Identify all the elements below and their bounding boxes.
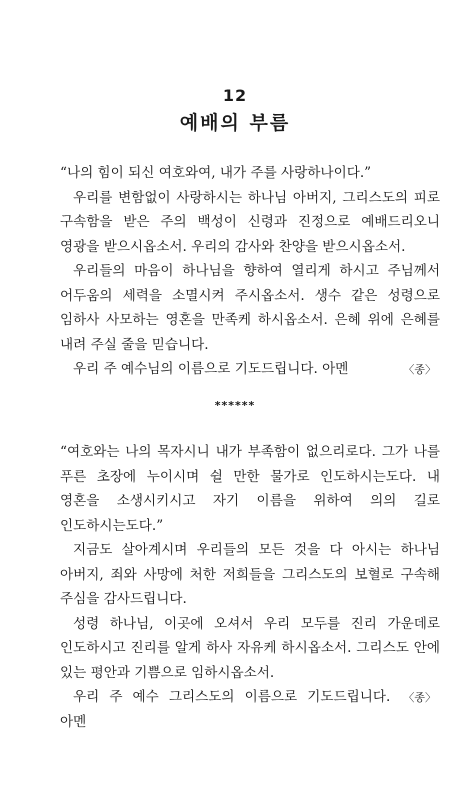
prayer-section-1 bbox=[60, 161, 440, 383]
closing-line bbox=[60, 357, 440, 383]
chapter-number: 12 bbox=[222, 86, 248, 105]
chapter-title: 예배의 부름 bbox=[179, 112, 291, 134]
end-mark: 〈종〉 bbox=[403, 363, 436, 376]
scripture-quote: “나의 힘이 되신 여호와여, 내가 주를 사랑하나이다.” bbox=[60, 165, 372, 181]
closing-line bbox=[60, 685, 440, 734]
closing-text: 우리 주 예수 그리스도의 이름으로 기도드립니다. 아멘 bbox=[60, 689, 391, 730]
prayer-paragraph: 성령 하나님, 이곳에 오셔서 우리 모두를 진리 가운데로 인도하시고 진리를 알게 하사 자유케 하시옵소서. 그리스도 안에 있는 평안과 기쁨으로 임하시옵소서. bbox=[60, 615, 440, 681]
prayer-paragraph: 우리를 변함없이 사랑하시는 하나님 아버지, 그리스도의 피로 구속함을 받은 주의 백성이 신령과 진정으로 예배드리오니 영광을 받으시옵소서. 우리의 감사와 찬양을 받으시옵소서. bbox=[60, 189, 440, 255]
prayer-section-2 bbox=[60, 440, 440, 734]
section-divider: ****** bbox=[214, 399, 256, 412]
prayer-paragraph: 우리들의 마음이 하나님을 향하여 열리게 하시고 주님께서 어두움의 세력을 소멸시켜 주시옵소서. 생수 같은 성령으로 임하사 사모하는 영혼을 만족케 하시옵소서. 은혜 위에 은혜를 내려 주실 줄을 믿습니다. bbox=[60, 263, 440, 353]
closing-text: 우리 주 예수님의 이름으로 기도드립니다. 아멘 bbox=[73, 361, 349, 377]
prayer-paragraph: 지금도 살아계시며 우리들의 모든 것을 다 아시는 하나님 아버지, 죄와 사망에 처한 저희들을 그리스도의 보혈로 구속해 주심을 감사드립니다. bbox=[60, 542, 440, 607]
scripture-quote: “여호와는 나의 목자시니 내가 부족함이 없으리로다. 그가 나를 푸른 초장에 누이시며 쉴 만한 물가로 인도하시는도다. 내 영혼을 소생시키시고 자기 이름을 위하여 의의 길로 인도하시는도다.” bbox=[60, 444, 440, 534]
end-mark: 〈종〉 bbox=[403, 691, 436, 704]
